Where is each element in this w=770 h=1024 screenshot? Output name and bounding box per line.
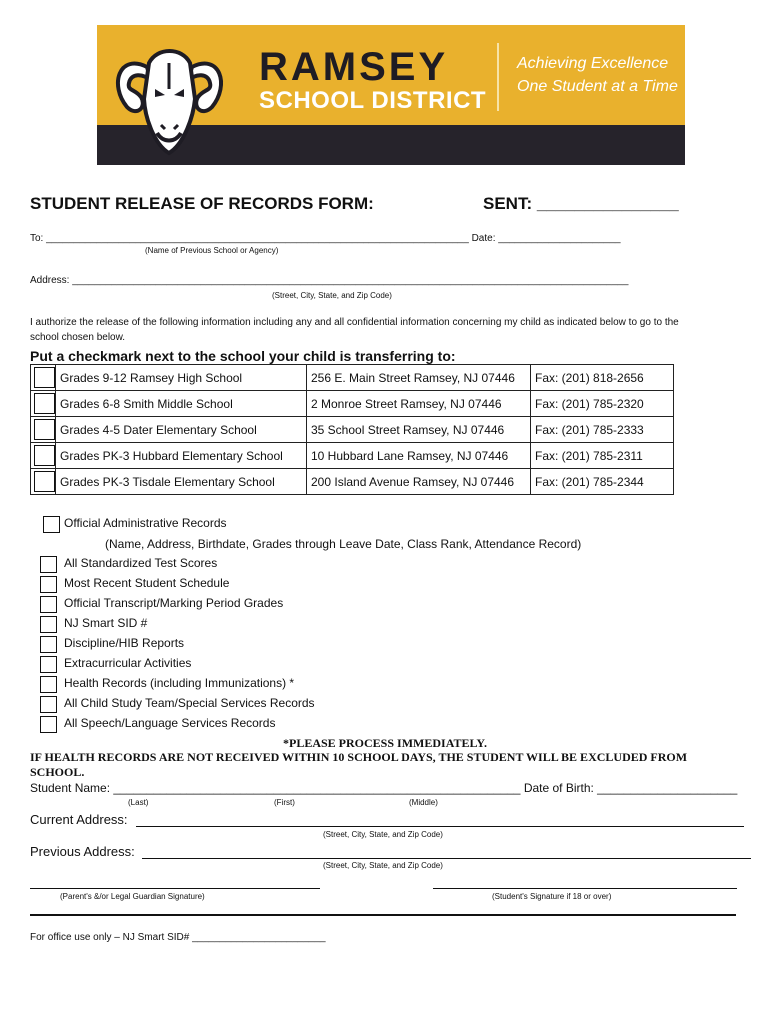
first-name-caption: (First) — [274, 798, 295, 807]
student-signature-caption: (Student's Signature if 18 or over) — [492, 892, 612, 901]
records-checkbox[interactable] — [40, 676, 57, 693]
checkmark-heading: Put a checkmark next to the school your child is transferring to: — [30, 348, 456, 364]
school-table — [30, 364, 674, 495]
school-name: Grades 6-8 Smith Middle School — [56, 391, 307, 417]
records-checkbox[interactable] — [40, 636, 57, 653]
parent-signature-caption: (Parent's &/or Legal Guardian Signature) — [60, 892, 205, 901]
school-address: 256 E. Main Street Ramsey, NJ 07446 — [307, 365, 531, 391]
records-checkbox[interactable] — [40, 656, 57, 673]
banner-divider — [497, 43, 499, 111]
record-item: NJ Smart SID # — [64, 616, 148, 630]
previous-address-label: Previous Address: — [30, 844, 135, 859]
address-caption: (Street, City, State, and Zip Code) — [272, 291, 392, 300]
school-fax: Fax: (201) 785-2320 — [531, 391, 674, 417]
school-fax: Fax: (201) 818-2656 — [531, 365, 674, 391]
school-row — [31, 469, 674, 495]
school-address: 10 Hubbard Lane Ramsey, NJ 07446 — [307, 443, 531, 469]
admin-records-label: Official Administrative Records — [64, 516, 227, 530]
record-item: Most Recent Student Schedule — [64, 576, 230, 590]
separator-rule — [30, 914, 736, 916]
school-name: Grades PK-3 Tisdale Elementary School — [56, 469, 307, 495]
records-checkbox[interactable] — [40, 596, 57, 613]
student-name-dob-line[interactable]: Student Name: _____________________________________________________________ Date of Birth: _____________________ — [30, 781, 738, 795]
last-name-caption: (Last) — [128, 798, 149, 807]
record-item: Discipline/HIB Reports — [64, 636, 185, 650]
school-name: Grades PK-3 Hubbard Elementary School — [56, 443, 307, 469]
school-fax: Fax: (201) 785-2311 — [531, 443, 674, 469]
records-checkbox[interactable] — [40, 576, 57, 593]
school-checkbox[interactable] — [34, 471, 55, 492]
process-notice: *PLEASE PROCESS IMMEDIATELY. — [283, 736, 487, 750]
school-address: 35 School Street Ramsey, NJ 07446 — [307, 417, 531, 443]
sent-field[interactable]: SENT: _______________ — [483, 194, 679, 213]
tagline-line-2: One Student at a Time — [517, 78, 678, 95]
ram-mascot-logo — [107, 33, 232, 161]
current-address-field[interactable] — [136, 826, 744, 827]
school-row — [31, 365, 674, 391]
form-title: STUDENT RELEASE OF RECORDS FORM: — [30, 194, 374, 213]
school-row — [31, 443, 674, 469]
record-item: All Child Study Team/Special Services Records — [64, 696, 315, 710]
record-item: Extracurricular Activities — [64, 656, 192, 670]
record-item: Health Records (including Immunizations) * — [64, 676, 295, 690]
record-item: Official Transcript/Marking Period Grades — [64, 596, 284, 610]
school-checkbox[interactable] — [34, 419, 55, 440]
student-signature-field[interactable] — [433, 888, 737, 889]
records-checkbox[interactable] — [40, 716, 57, 733]
current-address-caption: (Street, City, State, and Zip Code) — [323, 830, 443, 839]
previous-address-caption: (Street, City, State, and Zip Code) — [323, 861, 443, 870]
school-checkbox[interactable] — [34, 445, 55, 466]
school-row — [31, 417, 674, 443]
authorization-text-cont: school chosen below. — [30, 332, 126, 343]
authorization-text: I authorize the release of the following information including any and all confidential information concerning my child as indicated below to go to the — [30, 317, 679, 328]
school-row — [31, 391, 674, 417]
address-line[interactable]: Address: ____________________________________________________________________________________________________ — [30, 275, 629, 286]
current-address-label: Current Address: — [30, 812, 128, 827]
office-use-line[interactable]: For office use only – NJ Smart SID# ________________________ — [30, 932, 326, 943]
records-checkbox[interactable] — [40, 696, 57, 713]
health-warning: IF HEALTH RECORDS ARE NOT RECEIVED WITHIN 10 SCHOOL DAYS, THE STUDENT WILL BE EXCLUDED FROM — [30, 750, 688, 764]
record-item: All Speech/Language Services Records — [64, 716, 276, 730]
records-checkbox[interactable] — [40, 616, 57, 633]
district-banner — [97, 25, 685, 165]
to-caption: (Name of Previous School or Agency) — [145, 246, 279, 255]
school-fax: Fax: (201) 785-2344 — [531, 469, 674, 495]
previous-address-field[interactable] — [142, 858, 751, 859]
parent-signature-field[interactable] — [30, 888, 320, 889]
school-checkbox[interactable] — [34, 393, 55, 414]
school-address: 2 Monroe Street Ramsey, NJ 07446 — [307, 391, 531, 417]
district-name: RAMSEY — [259, 45, 449, 89]
school-fax: Fax: (201) 785-2333 — [531, 417, 674, 443]
records-checkbox[interactable] — [40, 556, 57, 573]
school-name: Grades 9-12 Ramsey High School — [56, 365, 307, 391]
admin-records-detail: (Name, Address, Birthdate, Grades through Leave Date, Class Rank, Attendance Record) — [105, 537, 582, 551]
school-checkbox[interactable] — [34, 367, 55, 388]
district-subname: SCHOOL DISTRICT — [259, 87, 487, 114]
school-name: Grades 4-5 Dater Elementary School — [56, 417, 307, 443]
school-address: 200 Island Avenue Ramsey, NJ 07446 — [307, 469, 531, 495]
middle-name-caption: (Middle) — [409, 798, 438, 807]
records-checkbox[interactable] — [43, 516, 60, 533]
tagline-line-1: Achieving Excellence — [517, 55, 669, 72]
health-warning-cont: SCHOOL. — [30, 765, 85, 779]
to-date-line[interactable]: To: ____________________________________________________________________________ Date: ______________________ — [30, 233, 621, 244]
record-item: All Standardized Test Scores — [64, 556, 218, 570]
